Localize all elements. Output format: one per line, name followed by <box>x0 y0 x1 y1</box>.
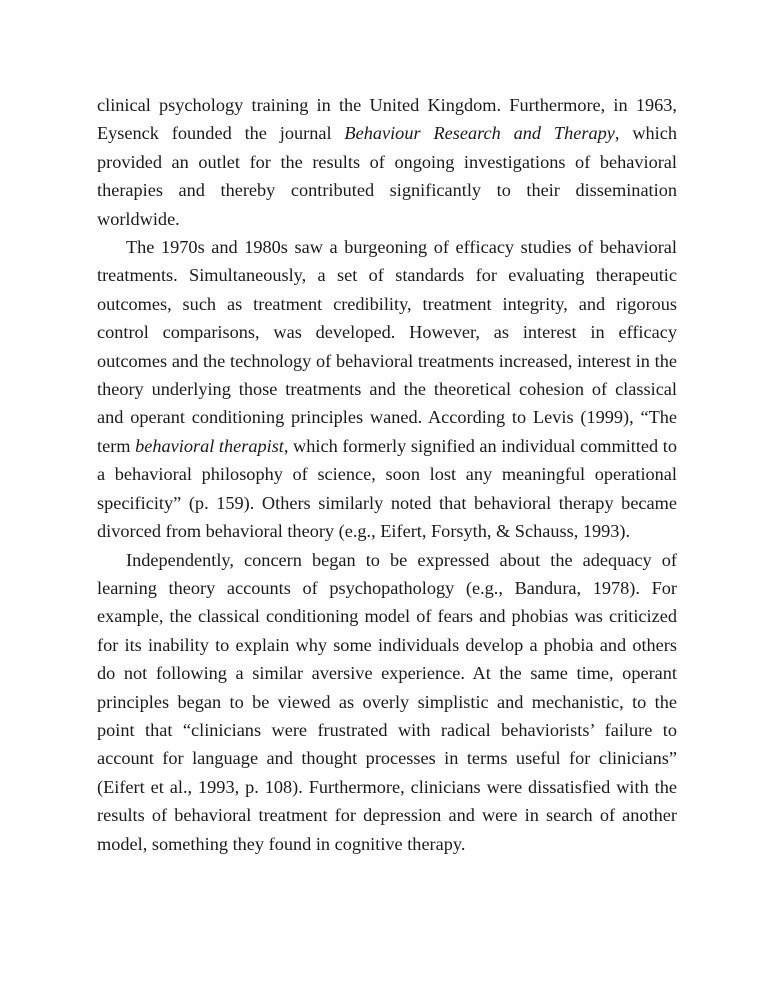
paragraph-text: , which provided an outlet for the results of ongoing investigations of behavioral therapies and thereby contributed significantly to their dissemination worldwide. <box>97 123 677 229</box>
paragraph-2 <box>97 233 677 545</box>
paragraph-text: , which formerly signified an individual committed to a behavioral philosophy of science, soon lost any meaningful operational specificity” (p. 159). Others similarly noted that behavioral therapy became divorced from behavioral theory (e.g., Eifert, Forsyth, & Schauss, 1993). <box>97 435 677 542</box>
document-page <box>97 91 677 858</box>
paragraph-text: Independently, concern began to be expressed about the adequacy of learning theory accounts of psychopathology (e.g., Bandura, 1978). For example, the classical conditioning model of fears and phobias was criticized for its inability to explain why some individuals develop a phobia and others do not following a similar aversive experience. At the same time, operant principles began to be viewed as overly simplistic and mechanistic, to the point that “clinicians were frustrated with radical behaviorists’ failure to account for language and thought processes in terms useful for clinicians” (Eifert et al., 1993, p. 108). Furthermore, clinicians were dissatisfied with the results of behavioral treatment for depression and were in search of another model, something they found in cognitive therapy. <box>97 549 677 854</box>
paragraph-1 <box>97 91 677 233</box>
journal-title: Behaviour Research and Therapy <box>344 123 615 144</box>
emphasized-term: behavioral therapist <box>135 435 284 456</box>
paragraph-text: clinical psychology training in the United Kingdom. Furthermore, in 1963, Eysenck founded the journal <box>97 95 677 144</box>
paragraph-3 <box>97 546 677 858</box>
paragraph-text: The 1970s and 1980s saw a burgeoning of efficacy studies of behavioral treatments. Simultaneously, a set of standards for evaluating therapeutic outcomes, such as treatment credibility, treatment integrity, and rigorous control comparisons, was developed. However, as interest in efficacy outcomes and the technology of behavioral treatments increased, interest in the theory underlying those treatments and the theoretical cohesion of classical and operant conditioning principles waned. According to Levis (1999), “The term <box>97 237 677 456</box>
